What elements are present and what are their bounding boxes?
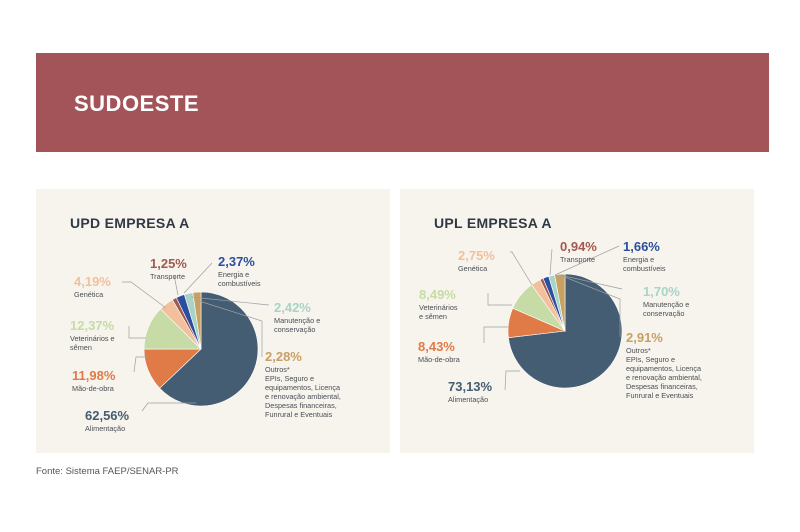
category-label-transporte: Transporte xyxy=(560,255,596,264)
category-label-outros: Despesas financeiras, xyxy=(626,382,698,391)
category-label-transporte: Transporte xyxy=(150,272,186,281)
category-label-energia: Energia e xyxy=(218,270,250,279)
category-label-veterinarios: Veterinários e xyxy=(70,334,115,343)
chart-title: UPD EMPRESA A xyxy=(70,215,190,231)
category-label-outros: Funrural e Eventuais xyxy=(265,410,333,419)
data-label-genetica: 2,75% xyxy=(458,248,495,263)
leader-line-genetica xyxy=(122,282,166,308)
category-label-manutencao: Manutenção e xyxy=(643,300,690,309)
leader-line-alimentacao xyxy=(505,371,520,390)
category-label-outros: equipamentos, Licença xyxy=(626,364,702,373)
category-label-manutencao: conservação xyxy=(274,325,316,334)
data-label-veterinarios: 8,49% xyxy=(419,287,456,302)
category-label-manutencao: Manutenção e xyxy=(274,316,321,325)
category-label-outros: equipamentos, Licença xyxy=(265,383,341,392)
chart-panel-upd xyxy=(36,189,390,453)
data-label-energia: 2,37% xyxy=(218,254,255,269)
region-banner xyxy=(36,53,769,152)
category-label-outros: Funrural e Eventuais xyxy=(626,391,694,400)
pie-slices xyxy=(144,292,258,406)
data-label-alimentacao: 62,56% xyxy=(85,408,130,423)
category-label-veterinarios: sêmen xyxy=(70,343,92,352)
category-label-outros: e renovação ambiental, xyxy=(626,373,702,382)
category-label-outros: Outros* xyxy=(626,346,651,355)
category-label-outros: Outros* xyxy=(265,365,290,374)
data-label-mao_de_obra: 8,43% xyxy=(418,339,455,354)
category-label-energia: combustíveis xyxy=(623,264,666,273)
data-label-manutencao: 2,42% xyxy=(274,300,311,315)
category-label-veterinarios: e sêmen xyxy=(419,312,447,321)
chart-title: UPL EMPRESA A xyxy=(434,215,552,231)
leader-line-genetica xyxy=(510,252,532,285)
source-note: Fonte: Sistema FAEP/SENAR-PR xyxy=(36,466,179,477)
category-label-alimentacao: Alimentação xyxy=(448,395,489,404)
pie-chart-upl xyxy=(400,189,754,453)
data-label-energia: 1,66% xyxy=(623,239,660,254)
data-label-outros: 2,28% xyxy=(265,349,302,364)
leader-line-transporte xyxy=(550,249,552,275)
category-label-manutencao: conservação xyxy=(643,309,685,318)
leader-line-veterinarios xyxy=(129,326,146,338)
data-label-mao_de_obra: 11,98% xyxy=(72,368,116,383)
data-label-alimentacao: 73,13% xyxy=(448,379,493,394)
pie-slices xyxy=(508,274,622,388)
data-label-transporte: 0,94% xyxy=(560,239,597,254)
category-label-outros: Despesas financeiras, xyxy=(265,401,337,410)
category-label-mao_de_obra: Mão-de-obra xyxy=(72,384,114,393)
data-label-genetica: 4,19% xyxy=(74,274,111,289)
category-label-energia: Energia e xyxy=(623,255,655,264)
region-title: SUDOESTE xyxy=(74,91,200,116)
pie-chart-upd xyxy=(36,189,390,453)
category-label-outros: EPIs, Seguro e xyxy=(626,355,676,364)
leader-line-energia xyxy=(184,263,212,293)
data-label-manutencao: 1,70% xyxy=(643,284,680,299)
leader-line-veterinarios xyxy=(488,293,512,305)
category-label-genetica: Genética xyxy=(74,290,104,299)
category-label-genetica: Genética xyxy=(458,264,488,273)
data-label-veterinarios: 12,37% xyxy=(70,318,115,333)
category-label-veterinarios: Veterinários xyxy=(419,303,458,312)
category-label-alimentacao: Alimentação xyxy=(85,424,126,433)
category-label-outros: EPIs, Seguro e xyxy=(265,374,315,383)
category-label-outros: e renovação ambiental, xyxy=(265,392,341,401)
data-label-transporte: 1,25% xyxy=(150,256,187,271)
category-label-energia: combustíveis xyxy=(218,279,261,288)
category-label-mao_de_obra: Mão-de-obra xyxy=(418,355,460,364)
chart-panel-upl xyxy=(400,189,754,453)
leader-line-mao_de_obra xyxy=(484,327,508,343)
data-label-outros: 2,91% xyxy=(626,330,663,345)
